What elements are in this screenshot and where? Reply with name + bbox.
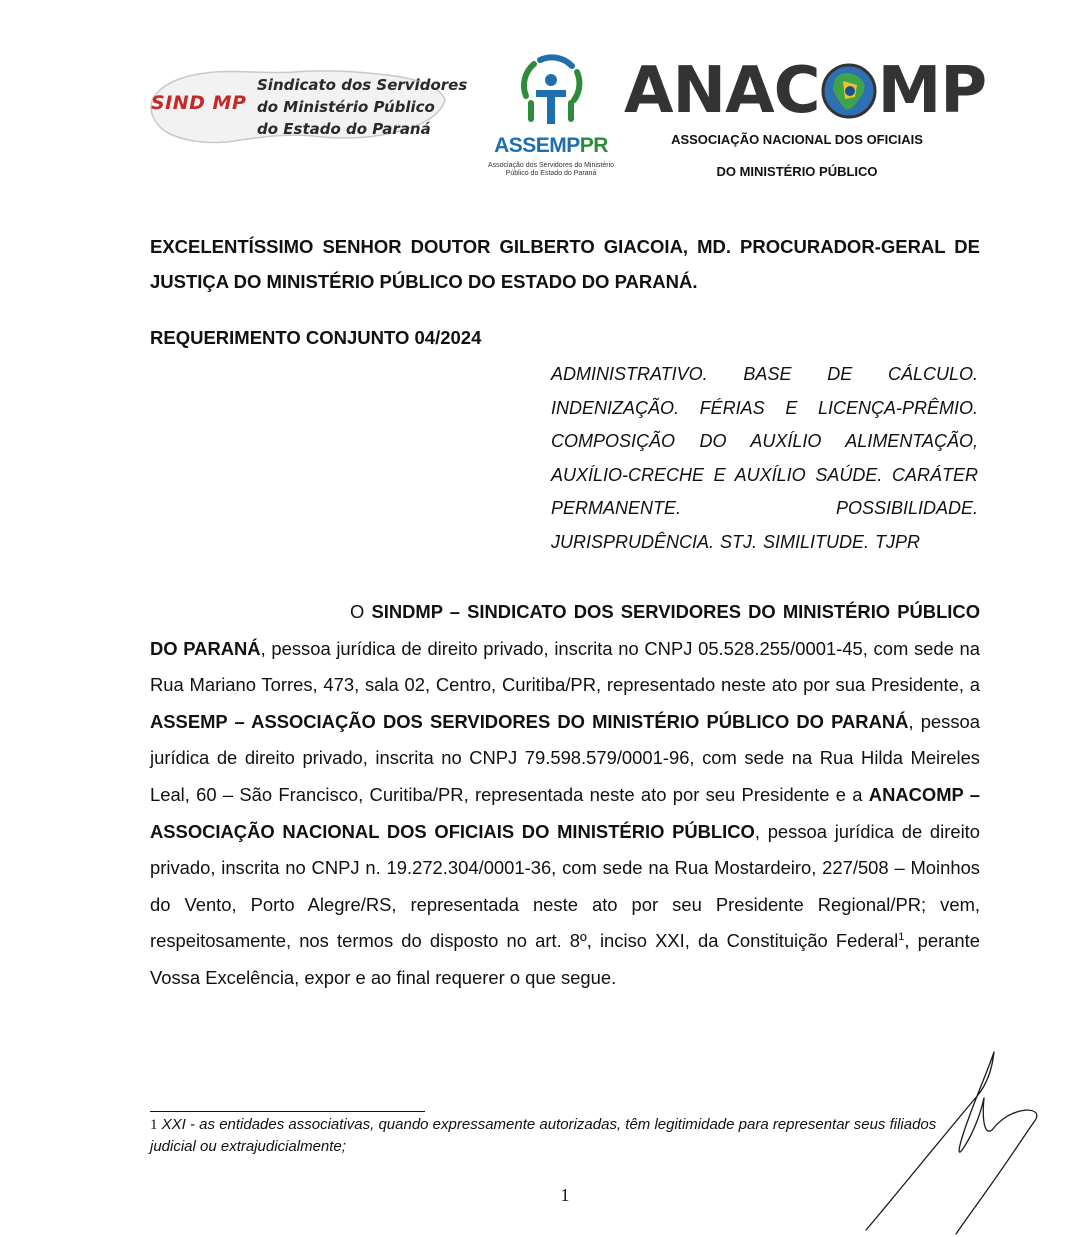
footnote-text: XXI - as entidades associativas, quando expressamente autorizadas, têm legitimidade para representar seus filiados judicial ou extrajudicialmente; <box>150 1116 937 1155</box>
footnote <box>150 1114 980 1158</box>
anacomp-logo <box>624 54 987 188</box>
sindmp-name-line: do Ministério Público <box>257 98 435 116</box>
ementa-summary: ADMINISTRATIVO. BASE DE CÁLCULO. INDENIZAÇÃO. FÉRIAS E LICENÇA-PRÊMIO. COMPOSIÇÃO DO AUXÍLIO ALIMENTAÇÃO, AUXÍLIO-CRECHE E AUXÍLIO SAÚDE. CARÁTER PERMANENTE. POSSIBILIDADE. JURISPRUDÊNCIA. STJ. SIMILITUDE. TJPR <box>551 364 978 552</box>
anacomp-wordmark <box>624 54 987 128</box>
assemp-subtitle: Associação dos Servidores do Ministério Público do Estado do Paraná <box>487 162 615 177</box>
sindmp-logo <box>145 60 468 148</box>
paragraph-text: O <box>350 601 372 622</box>
footnote-number: 1 <box>150 1117 158 1133</box>
sindmp-name-line: Sindicato dos Servidores <box>257 76 468 94</box>
page-number: 1 <box>560 1185 570 1205</box>
footnote-reference: 1 <box>898 931 905 944</box>
paragraph-text: , pessoa jurídica de direito privado, inscrita no CNPJ n. 19.272.304/0001-36, com sede na Rua Mostardeiro, 227/508 – Moinhos do Vento, Porto Alegre/RS, representada neste ato por seu Presidente Regional/PR; vem, respeitosamente, nos termos do disposto no art. 8º, inciso XXI, da Constituição Federal <box>150 820 980 952</box>
paragraph-text: , pessoa jurídica de direito privado, inscrita no CNPJ 05.528.255/0001-45, com sede na Rua Mariano Torres, 473, sala 02, Centro, Curitiba/PR, representado neste ato por sua Presidente, a <box>150 637 980 696</box>
assemp-wordmark-part: ASSEMP <box>494 134 580 157</box>
footnote-separator <box>150 1111 425 1112</box>
paragraph-text: , perante Vossa Excelência, expor e ao final requerer o que segue. <box>150 930 981 988</box>
sindmp-name <box>257 74 468 140</box>
anacomp-subtitle-line2: DO MINISTÉRIO PÚBLICO <box>716 164 878 179</box>
sindmp-name-line: do Estado do Paraná <box>257 120 431 138</box>
brazil-globe-icon <box>821 63 877 119</box>
anacomp-wordmark-right: MP <box>877 54 987 128</box>
assemp-wordmark-pr: PR <box>579 134 608 157</box>
assemp-logo <box>484 50 618 182</box>
party-assemp: ASSEMP – ASSOCIAÇÃO DOS SERVIDORES DO MINISTÉRIO PÚBLICO DO PARANÁ <box>150 710 909 732</box>
party-anacomp: ANACOMP – ASSOCIAÇÃO NACIONAL DOS OFICIAIS DO MINISTÉRIO PÚBLICO <box>150 783 980 842</box>
assemp-emblem-icon <box>514 50 588 130</box>
anacomp-subtitle-line1: ASSOCIAÇÃO NACIONAL DOS OFICIAIS <box>671 132 923 147</box>
main-paragraph <box>150 594 980 997</box>
handwritten-signature <box>860 1040 1060 1237</box>
sindmp-mark: SIND MP <box>151 92 247 114</box>
addressee-heading: EXCELENTÍSSIMO SENHOR DOUTOR GILBERTO GIACOIA, MD. PROCURADOR-GERAL DE JUSTIÇA DO MINISTÉRIO PÚBLICO DO ESTADO DO PARANÁ. <box>150 236 980 292</box>
paragraph-text: , pessoa jurídica de direito privado, inscrita no CNPJ 79.598.579/0001-96, com sede na Rua Hilda Meireles Leal, 60 – São Francisco, Curitiba/PR, representada neste ato por seu Presidente e a <box>150 710 980 805</box>
anacomp-wordmark-left: ANAC <box>624 54 820 128</box>
party-sindmp: SINDMP – SINDICATO DOS SERVIDORES DO MINISTÉRIO PÚBLICO DO PARANÁ <box>150 601 981 659</box>
document-title: REQUERIMENTO CONJUNTO 04/2024 <box>150 327 482 348</box>
assemp-wordmark <box>484 134 618 158</box>
